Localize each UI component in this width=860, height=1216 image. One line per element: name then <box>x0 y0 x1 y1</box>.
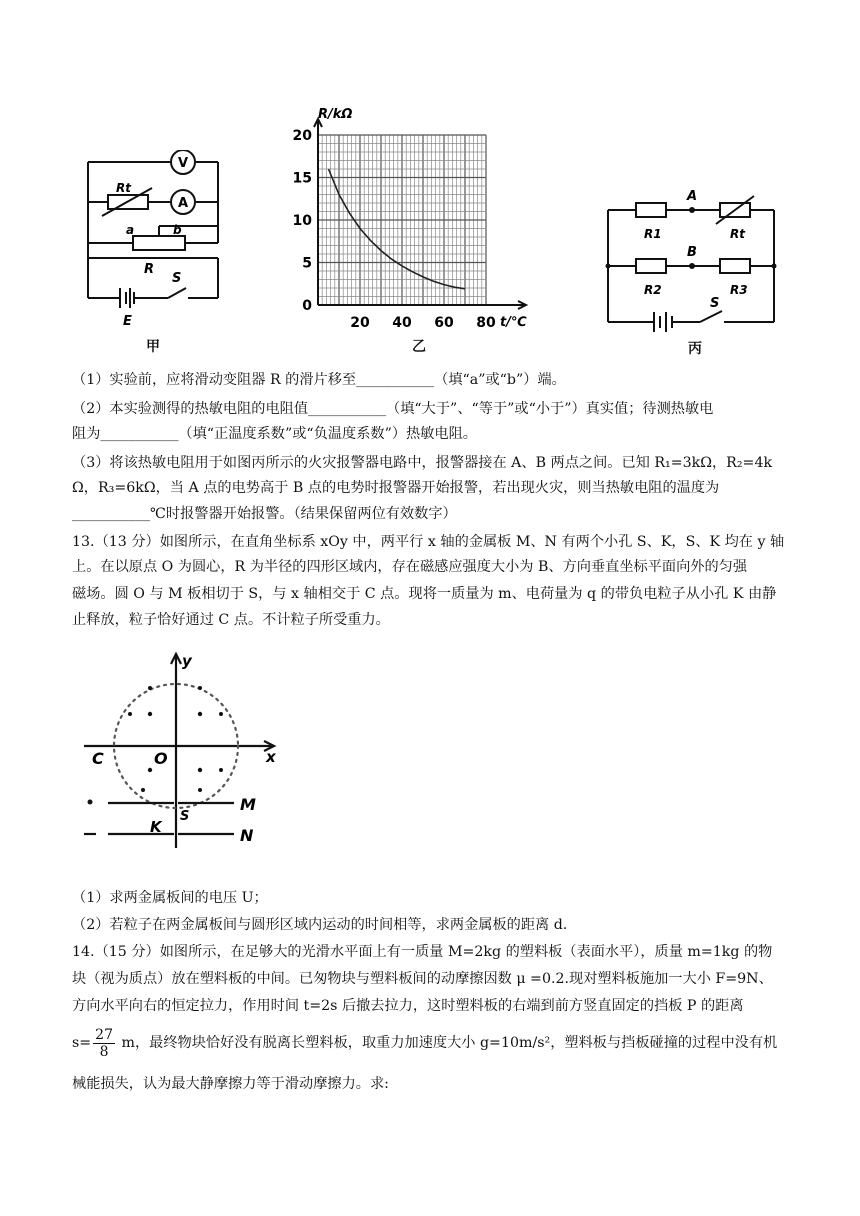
figure-jia-caption: 甲 <box>146 339 160 355</box>
jia-label-b-end: b <box>173 223 182 237</box>
q12-part2-line1: （2）本实验测得的热敏电阻的电阻值___________（填“大于”、“等于”或“小于”）真实值；待测热敏电 <box>72 401 714 417</box>
bing-label-a: A <box>687 189 698 204</box>
q13-part1: （1）求两金属板间的电压 U； <box>72 890 268 906</box>
chart-grid <box>318 135 486 305</box>
figure-bing-caption: 丙 <box>688 341 702 357</box>
chart-ytick-label: 0 <box>302 298 312 314</box>
q12-part3-line3: ___________℃时报警器开始报警。（结果保留两位有效数字） <box>72 506 457 522</box>
q14-stem-line4 <box>72 1022 802 1064</box>
chart-ylabel: R/kΩ <box>318 107 353 122</box>
chart-xtick-label: 60 <box>434 315 454 331</box>
jia-label-e: E <box>123 314 132 329</box>
jia-label-a: A <box>177 196 189 211</box>
q14-stem-line1: 14.（15 分）如图所示，在足够大的光滑水平面上有一质量 M=2kg 的塑料板（表面水平），质量 m=1kg 的物 <box>72 944 773 960</box>
bing-label-b: B <box>687 245 697 260</box>
bing-label-r3: R3 <box>730 283 748 297</box>
q14-stem-line3: 方向水平向右的恒定拉力，作用时间 t=2s 后撤去拉力，这时塑料板的右端到前方竖直固定的挡板 P 的距离 <box>72 998 744 1014</box>
q13-label-x: x <box>266 748 276 766</box>
q13-label-n: N <box>240 826 254 845</box>
chart-ytick-label: 5 <box>302 255 312 272</box>
q13-label-c: C <box>92 749 104 768</box>
q13-stem-line2: 上。在以原点 O 为圆心，R 为半径的四形区域内，存在磁感应强度大小为 B、方向垂直坐标平面向外的匀强 <box>72 559 748 575</box>
q12-part2-line2: 阻为___________（填“正温度系数”或“负温度系数”）热敏电阻。 <box>72 426 477 442</box>
q14-s-suffix: m，最终物块恰好没有脱离长塑料板，取重力加速度大小 g=10m/s²，塑料板与挡板碰撞的过程中没有机 <box>117 1035 778 1051</box>
jia-label-r: R <box>144 262 155 277</box>
bing-label-rt: Rt <box>730 227 745 241</box>
q13-label-s: S <box>180 809 190 824</box>
q14-stem-line2: 块（视为质点）放在塑料板的中间。已匆物块与塑料板间的动摩擦因数 μ =0.2.现对塑料板施加一大小 F=9N、 <box>72 971 773 987</box>
chart-axes <box>314 119 526 309</box>
q12-part1: （1）实验前，应将滑动变阻器 R 的滑片移至___________（填“a”或“b”）端。 <box>72 372 566 388</box>
q14-fraction <box>93 1027 115 1060</box>
chart-xtick-label: 20 <box>350 315 370 331</box>
figure-yi-caption: 乙 <box>412 339 426 355</box>
q14-fraction-den: 8 <box>99 1043 109 1060</box>
q13-figure <box>78 648 298 858</box>
q12-part3-line2: Ω，R₃=6kΩ，当 A 点的电势高于 B 点的电势时报警器开始报警，若出现火灾，则当热敏电阻的温度为 <box>72 480 720 496</box>
q13-stem-line1: 13.（13 分）如图所示，在直角坐标系 xOy 中，两平行 x 轴的金属板 M、N 有两个小孔 S、K，S、K 均在 y 轴 <box>72 534 785 550</box>
jia-label-s: S <box>172 271 182 286</box>
chart-xtick-label: 80 <box>476 315 496 331</box>
q14-s-prefix: s= <box>72 1035 92 1051</box>
q13-label-m: M <box>240 795 256 814</box>
figure-bing-circuit <box>598 180 788 350</box>
jia-label-v: V <box>177 156 189 171</box>
jia-label-rt: Rt <box>116 181 131 195</box>
bing-label-r2: R2 <box>644 283 662 297</box>
q13-label-y: y <box>182 652 192 670</box>
jia-label-a-end: a <box>126 223 135 237</box>
q13-label-k: K <box>150 818 162 836</box>
bing-label-r1: R1 <box>644 227 662 241</box>
chart-ytick-label: 20 <box>292 128 312 144</box>
q13-stem-line3: 磁场。圆 O 与 M 板相切于 S，与 x 轴相交于 C 点。现将一质量为 m、电荷量为 q 的带负电粒子从小孔 K 由静 <box>72 586 777 602</box>
chart-ytick-label: 10 <box>292 213 312 229</box>
figure-jia-circuit <box>78 150 238 360</box>
bing-label-s: S <box>710 296 720 311</box>
q13-stem-line4: 止释放，粒子恰好通过 C 点。不计粒子所受重力。 <box>72 612 390 628</box>
chart-xlabel: t/℃ <box>500 315 527 330</box>
figure-yi-chart <box>288 98 548 353</box>
q14-stem-line5: 械能损失，认为最大静摩擦力等于滑动摩擦力。求: <box>72 1076 389 1092</box>
q14-fraction-num: 27 <box>95 1026 113 1043</box>
q13-label-o: O <box>154 749 168 768</box>
q12-part3-line1: （3）将该热敏电阻用于如图丙所示的火灾报警器电路中，报警器接在 A、B 两点之间。已知 R₁=3kΩ，R₂=4k <box>72 455 773 471</box>
chart-ytick-label: 15 <box>292 170 312 187</box>
q13-part2: （2）若粒子在两金属板间与圆形区域内运动的时间相等，求两金属板的距离 d. <box>72 917 568 933</box>
chart-xtick-label: 40 <box>392 315 412 331</box>
